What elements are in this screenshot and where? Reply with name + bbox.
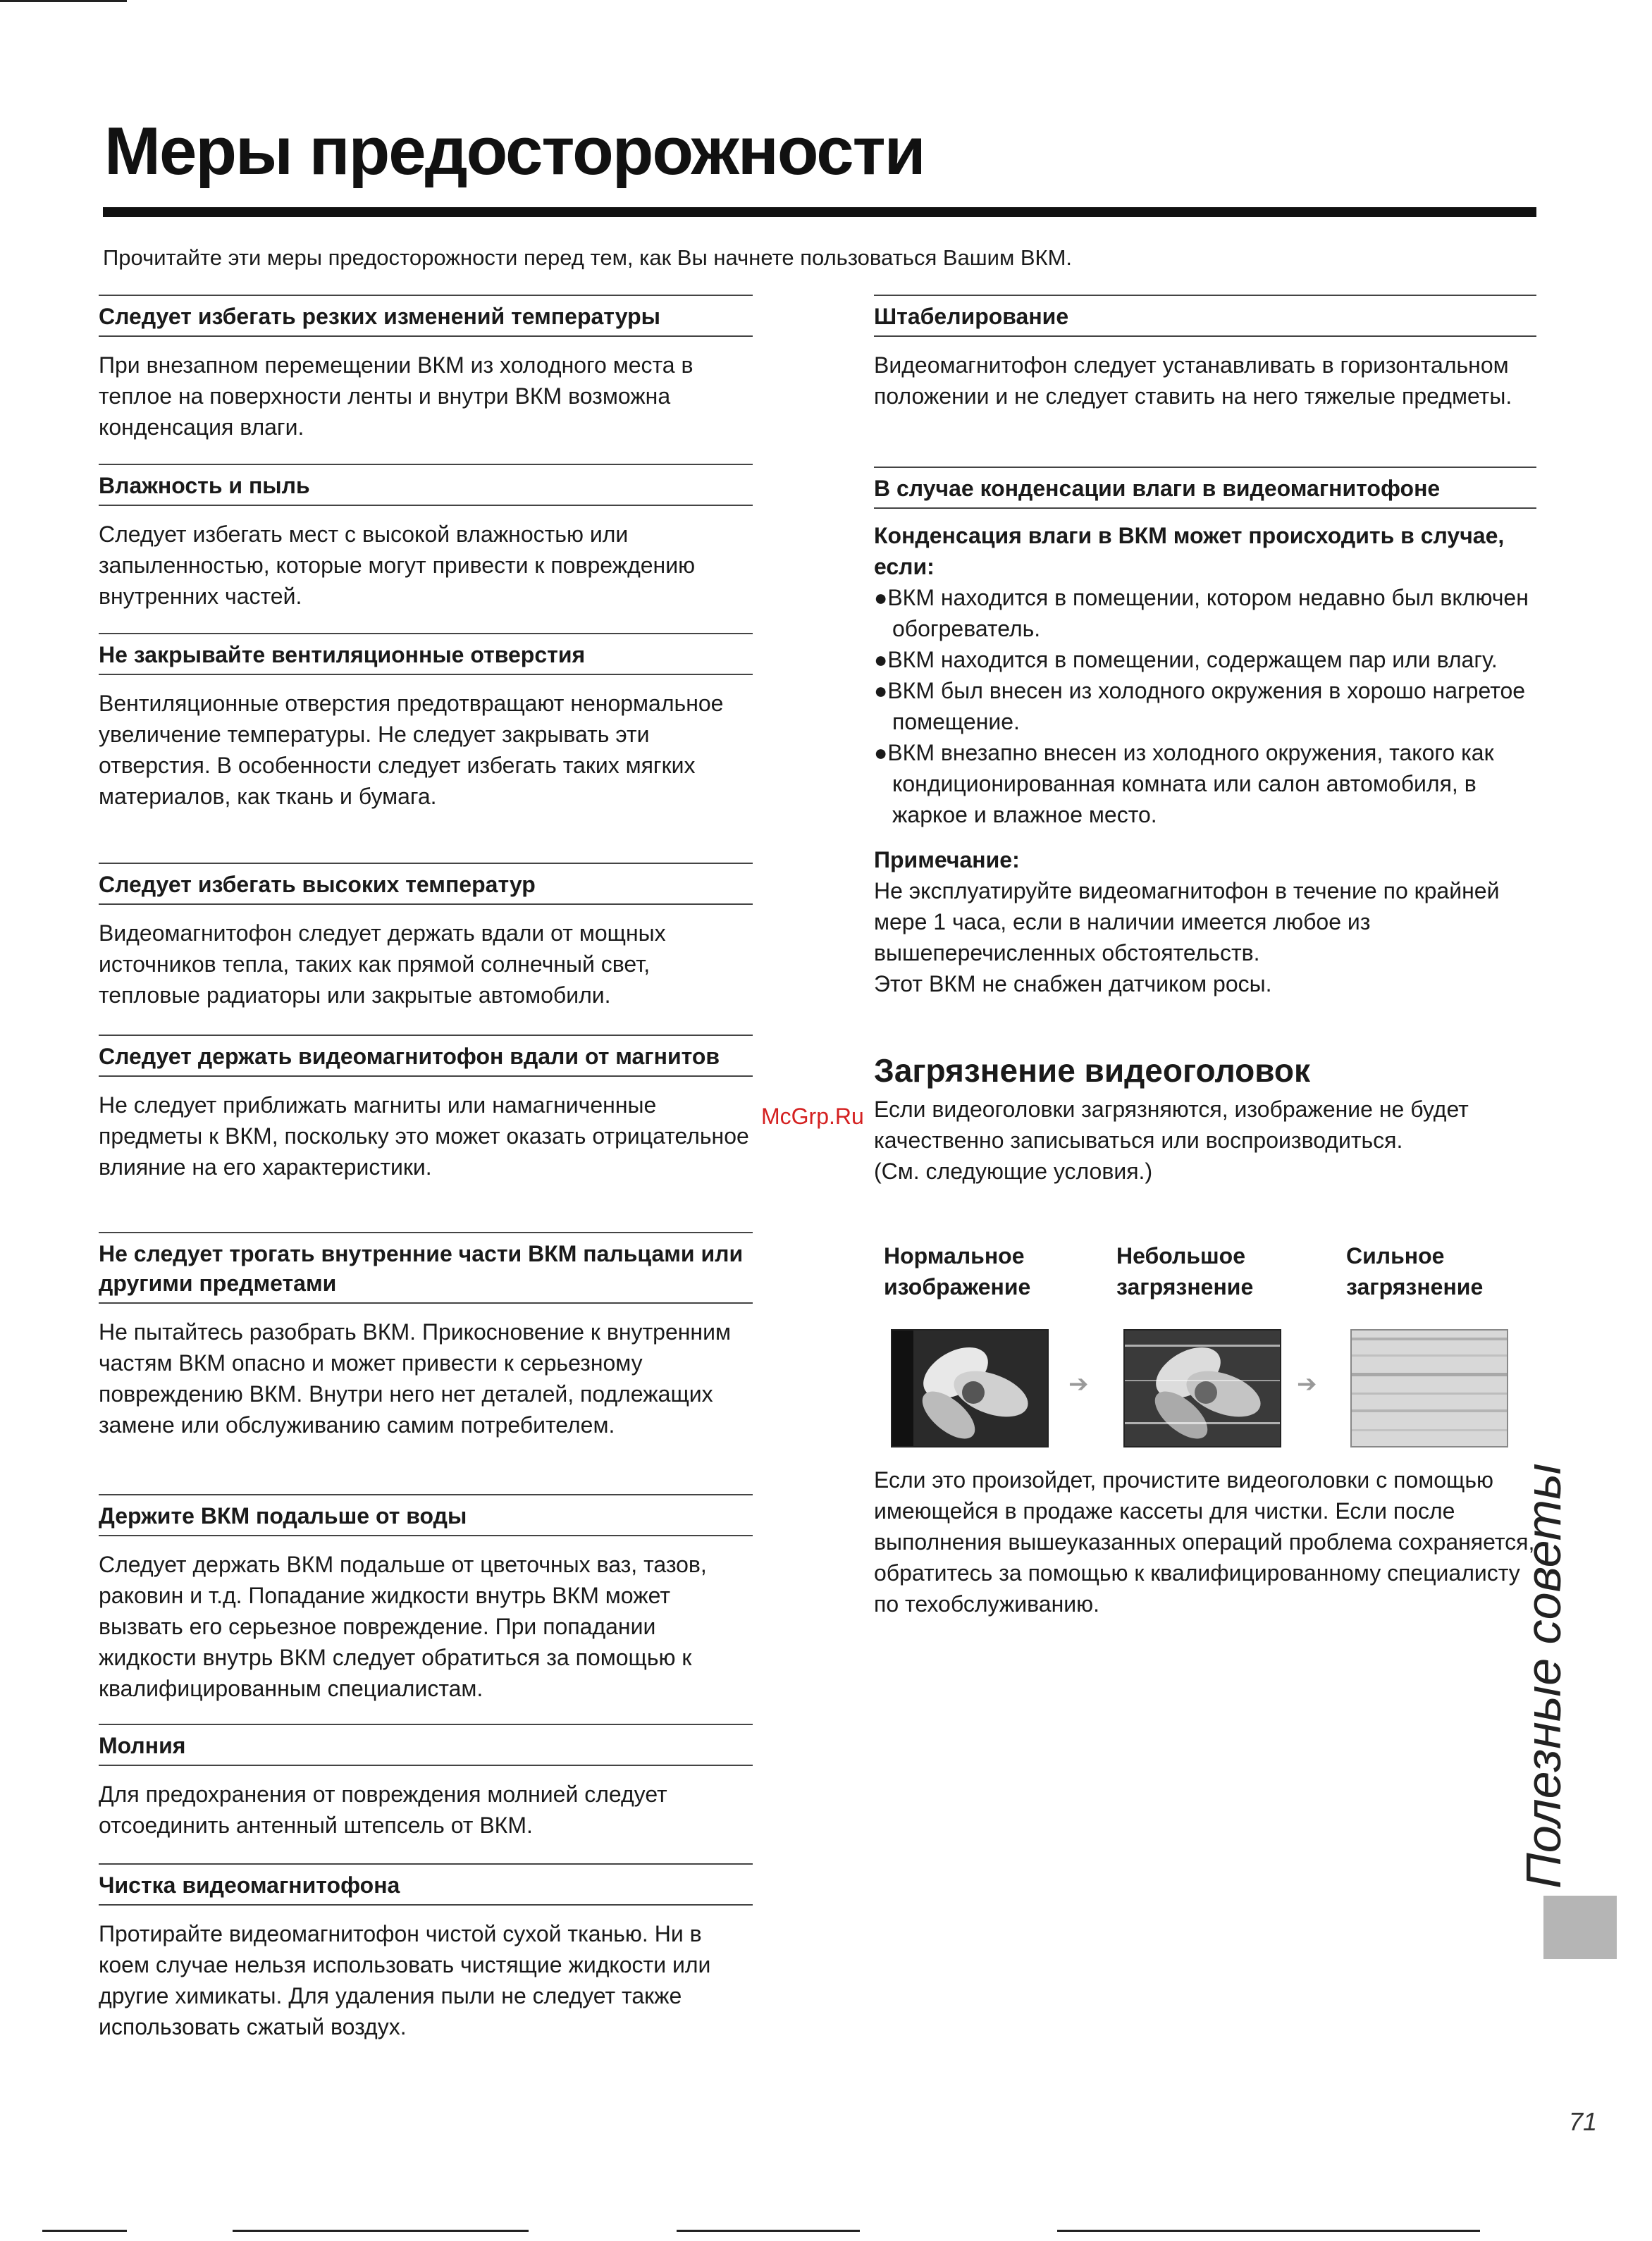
section-body: Не следует приближать магниты или намагниченные предметы к ВКМ, поскольку это может оказать отрицательное влияние на его характеристики. <box>99 1092 749 1180</box>
arrow-icon: ➔ <box>1297 1371 1317 1397</box>
heads-see: (См. следующие условия.) <box>874 1159 1153 1184</box>
side-tab-block <box>1543 1896 1617 1959</box>
section-body: Протирайте видеомагнитофон чистой сухой тканью. Ни в коем случае нельзя использовать чистящие жидкости или другие химикаты. Для удаления пыли не следует также использовать сжатый воздух. <box>99 1921 711 2039</box>
section-body: Видеомагнитофон следует устанавливать в горизонтальном положении и не следует ставить на него тяжелые предметы. <box>874 352 1512 409</box>
section-heading: Следует держать видеомагнитофон вдали от магнитов <box>99 1035 753 1077</box>
section-heading: Не закрывайте вентиляционные отверстия <box>99 633 753 675</box>
arrow-icon: ➔ <box>1068 1371 1089 1397</box>
section-humidity-dust <box>99 464 753 612</box>
condensation-lead: Конденсация влаги в ВКМ может происходить в случае, если: <box>874 523 1505 579</box>
title-rule <box>103 207 1536 217</box>
section-high-temperatures <box>99 863 753 1011</box>
section-heading: Держите ВКМ подальше от воды <box>99 1494 753 1536</box>
caption-slight: Небольшое загрязнение <box>1116 1243 1254 1299</box>
scan-edge-bottom <box>677 2230 860 2232</box>
section-magnets <box>99 1035 753 1183</box>
section-body: Следует держать ВКМ подальше от цветочных ваз, тазов, раковин и т.д. Попадание жидкости внутрь ВКМ может вызвать его серьезное повреждение. При попадании жидкости внутрь ВКМ следует обратиться за помощью к квалифицированным специалистам. <box>99 1552 707 1701</box>
heads-intro: Если видеоголовки загрязняются, изображение не будет качественно записываться или воспроизводиться. <box>874 1097 1469 1153</box>
section-internal-parts <box>99 1232 753 1440</box>
list-item: ●ВКМ находится в помещении, котором недавно был включен обогреватель. <box>874 585 1529 641</box>
section-heading: В случае конденсации влаги в видеомагнитофоне <box>874 467 1536 509</box>
section-body: Следует избегать мест с высокой влажностью или запыленностью, которые могут привести к повреждению внутренних частей. <box>99 521 696 609</box>
heads-after-text: Если это произойдет, прочистите видеоголовки с помощью имеющейся в продаже кассеты для чистки. Если после выполнения вышеуказанных операций проблема сохраняется, обратитесь за помощью к квалифицированному специалисту по техобслуживанию. <box>874 1467 1535 1617</box>
page-title: Меры предосторожности <box>104 113 925 189</box>
section-ventilation <box>99 633 753 812</box>
section-body: Не пытайтесь разобрать ВКМ. Прикосновение к внутренним частям ВКМ опасно и может привести к серьезному повреждению ВКМ. Внутри него нет деталей, подлежащих замене или обслуживанию самим потребителем. <box>99 1319 731 1438</box>
section-water <box>99 1494 753 1704</box>
list-item: ●ВКМ находится в помещении, содержащем пар или влагу. <box>874 647 1498 672</box>
intro-text: Прочитайте эти меры предосторожности перед тем, как Вы начнете пользоваться Вашим ВКМ. <box>103 245 1073 270</box>
scan-edge-bottom <box>42 2230 127 2232</box>
note-label: Примечание: <box>874 847 1020 872</box>
caption-normal: Нормальное изображение <box>884 1243 1031 1299</box>
list-item: ●ВКМ был внесен из холодного окружения в хорошо нагретое помещение. <box>874 678 1526 734</box>
section-lightning <box>99 1724 753 1841</box>
section-body: Вентиляционные отверстия предотвращают ненормальное увеличение температуры. Не следует закрывать эти отверстия. В особенности следует избегать таких мягких материалов, как ткань и бумага. <box>99 691 724 809</box>
normal-image-thumbnail <box>891 1329 1049 1447</box>
section-stacking <box>874 295 1536 412</box>
watermark: McGrp.Ru <box>761 1104 864 1129</box>
section-body: Видеомагнитофон следует держать вдали от мощных источников тепла, таких как прямой солнечный свет, тепловые радиаторы или закрытые автомобили. <box>99 920 666 1008</box>
note-text: Не эксплуатируйте видеомагнитофон в течение по крайней мере 1 часа, если в наличии имеется любое из вышеперечисленных обстоятельств. <box>874 878 1500 965</box>
scan-edge-bottom <box>233 2230 529 2232</box>
note-text-2: Этот ВКМ не снабжен датчиком росы. <box>874 971 1272 996</box>
section-temperature-changes <box>99 295 753 443</box>
section-heading: Молния <box>99 1724 753 1766</box>
section-condensation <box>874 467 1536 999</box>
heads-heading: Загрязнение видеоголовок <box>874 1052 1311 1089</box>
caption-heavy: Сильное загрязнение <box>1346 1243 1484 1299</box>
section-heading: Влажность и пыль <box>99 464 753 506</box>
heavy-dirt-thumbnail <box>1350 1329 1508 1447</box>
list-item: ●ВКМ внезапно внесен из холодного окружения, такого как кондиционированная комната или салон автомобиля, в жаркое и влажное место. <box>874 740 1494 827</box>
slight-dirt-thumbnail <box>1123 1329 1281 1447</box>
heads-body <box>874 1094 1536 1187</box>
section-cleaning <box>99 1863 753 2042</box>
section-heading: Следует избегать резких изменений температуры <box>99 295 753 337</box>
section-heading: Чистка видеомагнитофона <box>99 1863 753 1906</box>
scan-edge-bottom <box>1057 2230 1480 2232</box>
section-heading: Следует избегать высоких температур <box>99 863 753 905</box>
section-heading: Штабелирование <box>874 295 1536 337</box>
section-heading: Не следует трогать внутренние части ВКМ пальцами или другими предметами <box>99 1232 753 1304</box>
side-tab-label: Полезные советы <box>1516 1463 1571 1889</box>
section-body: При внезапном перемещении ВКМ из холодного места в теплое на поверхности ленты и внутри ВКМ возможна конденсация влаги. <box>99 352 694 440</box>
section-body: Для предохранения от повреждения молнией следует отсоединить антенный штепсель от ВКМ. <box>99 1782 667 1838</box>
page-number: 71 <box>1569 2107 1598 2136</box>
scan-edge-top <box>0 0 127 2</box>
